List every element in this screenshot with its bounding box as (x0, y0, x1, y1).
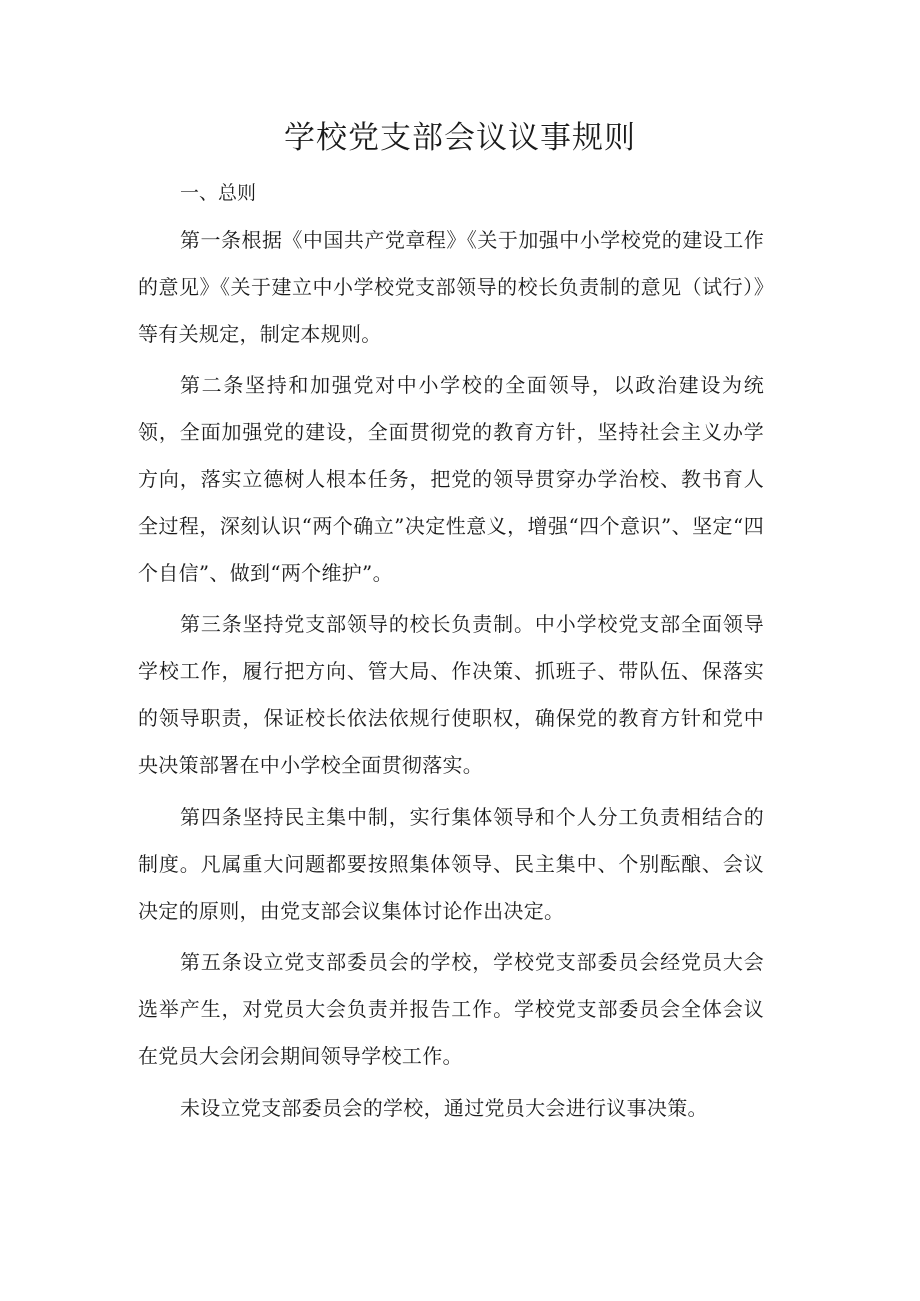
paragraph-article-5: 第五条设立党支部委员会的学校，学校党支部委员会经党员大会选举产生，对党员大会负责并报告工作。学校党支部委员会全体会议在党员大会闭会期间领导学校工作。 (138, 950, 764, 1068)
paragraph-no-committee: 未设立党支部委员会的学校，通过党员大会进行议事决策。 (180, 1096, 708, 1120)
paragraph-article-3: 第三条坚持党支部领导的校长负责制。中小学校党支部全面领导学校工作，履行把方向、管大局、作决策、抓班子、带队伍、保落实的领导职责，保证校长依法依规行使职权，确保党的教育方针和党中央决策部署在中小学校全面贯彻落实。 (138, 612, 764, 777)
paragraph-article-1: 第一条根据《中国共产党章程》《关于加强中小学校党的建设工作的意见》《关于建立中小学校党支部领导的校长负责制的意见（试行）》等有关规定，制定本规则。 (138, 228, 764, 346)
section-heading: 一、总则 (180, 182, 257, 204)
paragraph-article-2: 第二条坚持和加强党对中小学校的全面领导，以政治建设为统领，全面加强党的建设，全面贯彻党的教育方针，坚持社会主义办学方向，落实立德树人根本任务，把党的领导贯穿办学治校、教书育人全过程，深刻认识“两个确立”决定性意义，增强“四个意识”、坚定“四个自信”、做到“两个维护”。 (138, 373, 764, 585)
document-title: 学校党支部会议议事规则 (284, 120, 636, 156)
paragraph-article-4: 第四条坚持民主集中制，实行集体领导和个人分工负责相结合的制度。凡属重大问题都要按照集体领导、民主集中、个别酝酿、会议决定的原则，由党支部会议集体讨论作出决定。 (138, 805, 764, 923)
